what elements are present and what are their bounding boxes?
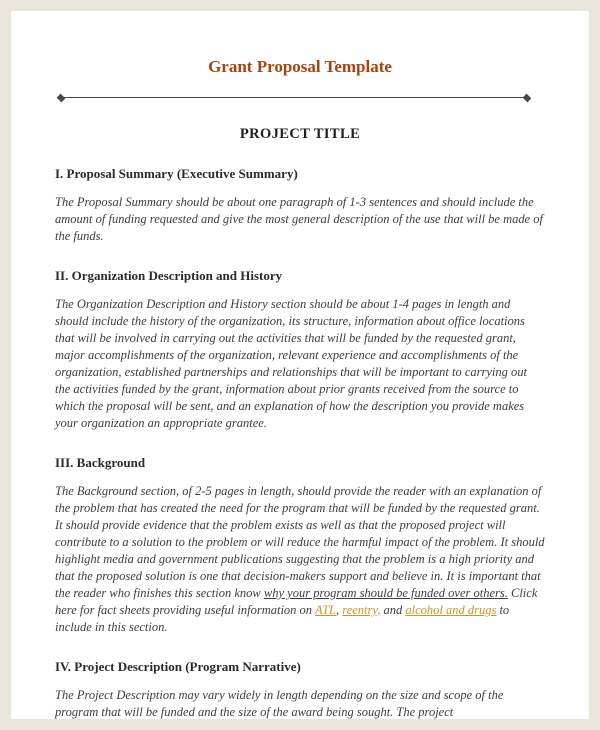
divider-diamond-left-icon [57,93,66,102]
link-alcohol-and-drugs[interactable]: alcohol and drugs [405,603,497,617]
divider-rule [63,97,525,98]
section-heading-organization-description: II. Organization Description and History [55,268,283,283]
background-text-3: to include in this section. [55,603,510,634]
background-text-1: The Background section, of 2-5 pages in length, should provide the reader with an explanation of the problem that has created the need for the program that will be funded by the requested grant. It should provide evidence that the problem exists as well as that the proposed project will contribute to a solution to the problem or will reduce the harmful impact of the problem. It should highlight media and government publications suggesting that the problem is a high priority and that the proposed solution is one that decision-makers support and believe in. It is important that the reader who finishes this section know [55,484,545,600]
document-title: Grant Proposal Template [208,57,392,76]
divider-diamond-right-icon [523,93,532,102]
section-body-project-description: The Project Description may vary widely in length depending on the size and scope of the program that will be funded and the size of the award being sought. The project [55,688,504,719]
decorative-divider [57,93,531,102]
section-body-proposal-summary: The Proposal Summary should be about one paragraph of 1-3 sentences and should include the amount of funding requested and give the most general description of the use that will be made of the funds. [55,195,544,243]
section-heading-project-description: IV. Project Description (Program Narrative) [55,659,301,674]
project-title: PROJECT TITLE [239,126,361,142]
section-heading-proposal-summary: I. Proposal Summary (Executive Summary) [55,166,298,181]
section-heading-background: III. Background [55,455,146,470]
background-underlined-text: why your program should be funded over others. [263,586,508,600]
link-atl[interactable]: ATL [314,603,337,617]
section-body-organization-description: The Organization Description and History section should be about 1-4 pages in length and should include the history of the organization, its structure, information about office locations that will be involved in carrying out the activities that will be funded by the requested grant, major accomplishments of the organization, relevant experience and accomplishments of the organization, established partnerships and relationships that will be important to carrying out the activities funded by the grant, information about prior grants received from the source to which the proposal will be sent, and an explanation of how the description you provide makes your organization an appropriate grantee. [55,297,528,430]
section-body-background [55,483,545,636]
background-separator-2: and [380,603,406,617]
background-text-2: Click here for fact sheets providing useful information on [55,586,538,617]
document-page [11,11,589,719]
background-separator-1: , [336,603,343,617]
link-reentry[interactable]: reentry, [342,603,381,617]
